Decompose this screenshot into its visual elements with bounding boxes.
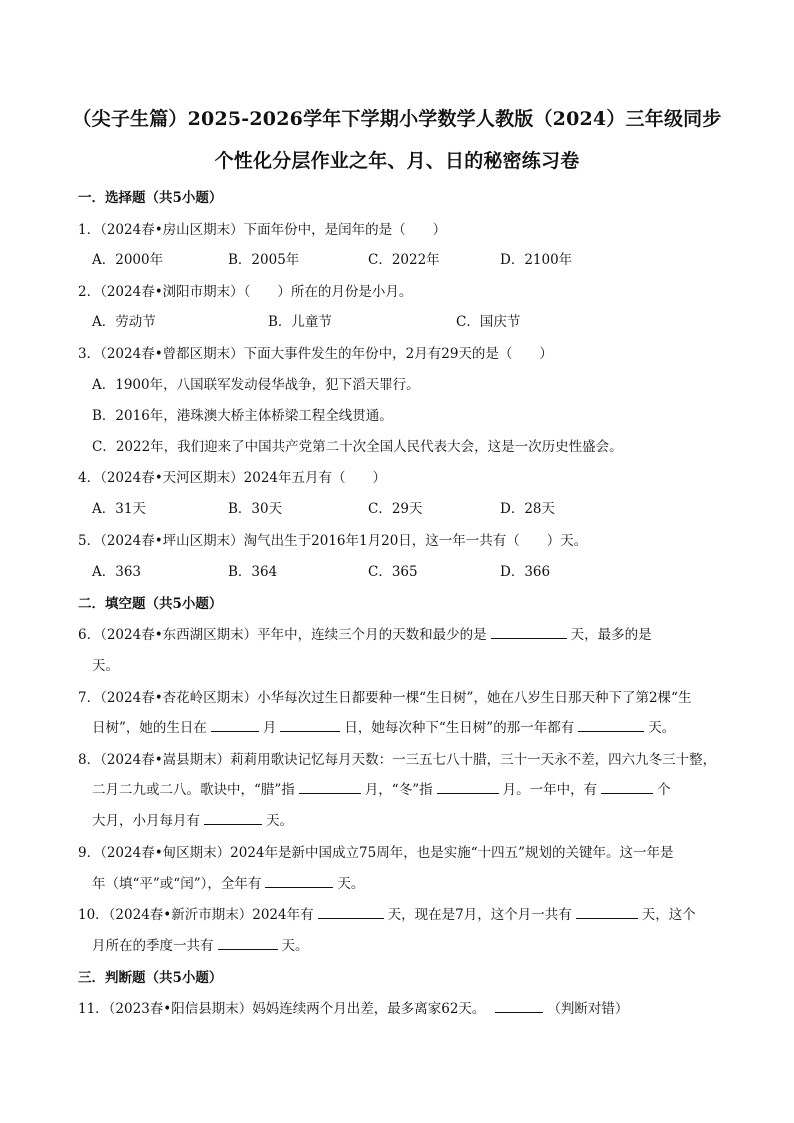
answer-blank[interactable] — [211, 719, 259, 732]
answer-blank[interactable] — [601, 781, 653, 794]
answer-blank[interactable] — [204, 812, 262, 825]
question-7-line-1: 7．（2024春•杏花岭区期末）小华每次过生日都要种一棵“生日树”，她在八岁生日那天种下了第2棵“生 — [78, 690, 692, 706]
question-8-text-b: 二月二九或二八。歌诀中，“腊”指 — [92, 782, 295, 798]
question-11-text-b: （判断对错） — [547, 1001, 629, 1017]
answer-blank[interactable] — [495, 1000, 543, 1013]
question-8-text-e: 个 — [657, 782, 671, 798]
question-10-text-b: 天，现在是7月，这个月一共有 — [387, 907, 572, 923]
question-4-option-b: B．30天 — [228, 501, 283, 517]
question-9-text-c: 天。 — [337, 876, 365, 892]
question-7-text-b: 日树”，她的生日在 — [92, 720, 207, 736]
question-7-text-c: 月 — [262, 720, 277, 736]
question-8-text-c: 月，“冬”指 — [364, 782, 433, 798]
question-3-option-a: A．1900年，八国联军发动侵华战争，犯下滔天罪行。 — [92, 377, 420, 393]
question-8-line-3 — [92, 809, 293, 829]
question-10-text-d: 月所在的季度一共有 — [92, 938, 214, 954]
question-6-line-2: 天。 — [92, 658, 119, 674]
question-8-line-2 — [92, 778, 671, 798]
question-10-line-1 — [78, 903, 696, 923]
question-8-line-1: 8．（2024春•嵩县期末）莉莉用歌诀记忆每月天数：一三五七八十腊，三十一天永不差，四六九冬三十整， — [78, 752, 717, 768]
question-8-text-f: 大月，小月每月有 — [92, 813, 200, 829]
question-3-stem: 3．（2024春•曾都区期末）下面大事件发生的年份中，2月有29天的是（ ） — [78, 346, 553, 362]
question-8-text-g: 天。 — [266, 813, 293, 829]
question-7-line-2 — [92, 716, 675, 736]
question-6-text-a: 6．（2024春•东西湖区期末）平年中，连续三个月的天数和最少的是 — [78, 627, 487, 643]
question-2-option-c: C．国庆节 — [456, 314, 521, 330]
question-1-option-d: D．2100年 — [500, 252, 573, 268]
page-title-line-2: 个性化分层作业之年、月、日的秘密练习卷 — [214, 150, 580, 172]
question-11-text-a: 11．（2023春•阳信县期末）妈妈连续两个月出差，最多离家62天。 — [78, 1001, 486, 1017]
question-5-stem: 5．（2024春•坪山区期末）淘气出生于2016年1月20日，这一年一共有（ ）天。 — [78, 533, 588, 549]
question-11-line-1 — [78, 997, 628, 1017]
question-10-text-e: 天。 — [281, 938, 309, 954]
question-2-stem: 2．（2024春•浏阳市期末）（ ）所在的月份是小月。 — [78, 284, 413, 300]
question-1-stem: 1．（2024春•房山区期末）下面年份中，是闰年的是（ ） — [78, 222, 447, 238]
answer-blank[interactable] — [265, 875, 333, 888]
answer-blank[interactable] — [576, 906, 638, 919]
question-10-text-c: 天，这个 — [641, 907, 696, 923]
question-5-option-a: A．363 — [92, 564, 142, 580]
answer-blank[interactable] — [578, 719, 644, 732]
question-4-stem: 4．（2024春•天河区期末）2024年五月有（ ） — [78, 470, 387, 486]
section-heading-choice: 一．选择题（共5小题） — [78, 190, 223, 206]
question-5-option-b: B．364 — [228, 564, 278, 580]
question-2-option-b: B．儿童节 — [268, 314, 332, 330]
answer-blank[interactable] — [218, 937, 278, 950]
question-1-option-a: A．2000年 — [92, 252, 164, 268]
question-3-option-c: C．2022年，我们迎来了中国共产党第二十次全国人民代表大会，这是一次历史性盛会。 — [92, 439, 623, 455]
question-6-line-1 — [78, 623, 652, 643]
answer-blank[interactable] — [318, 906, 384, 919]
question-7-text-e: 天。 — [648, 720, 676, 736]
question-4-option-a: A．31天 — [92, 501, 146, 517]
question-9-text-b: 年（填“平”或“闰”），全年有 — [92, 876, 262, 892]
question-5-option-c: C．365 — [368, 564, 418, 580]
answer-blank[interactable] — [280, 719, 340, 732]
question-1-option-c: C．2022年 — [368, 252, 440, 268]
question-4-option-d: D．28天 — [500, 501, 556, 517]
page-title-line-1: （尖子生篇）2025-2026学年下学期小学数学人教版（2024）三年级同步 — [72, 108, 722, 130]
question-3-option-b: B．2016年，港珠澳大桥主体桥梁工程全线贯通。 — [92, 408, 393, 424]
question-9-line-1: 9．（2024春•甸区期末）2024年是新中国成立75周年，也是实施“十四五”规划的关键年。这一年是 — [78, 845, 674, 861]
answer-blank[interactable] — [491, 626, 567, 639]
question-5-option-d: D．366 — [500, 564, 551, 580]
question-9-line-2 — [92, 872, 364, 892]
question-10-line-2 — [92, 934, 309, 954]
question-2-option-a: A．劳动节 — [92, 314, 156, 330]
answer-blank[interactable] — [437, 781, 499, 794]
section-heading-fill: 二．填空题（共5小题） — [78, 596, 223, 612]
question-10-text-a: 10．（2024春•新沂市期末）2024年有 — [78, 907, 314, 923]
question-8-text-d: 月。一年中，有 — [502, 782, 598, 798]
question-7-text-d: 日，她每次种下“生日树”的那一年都有 — [344, 720, 575, 736]
answer-blank[interactable] — [299, 781, 361, 794]
question-6-text-b: 天，最多的是 — [570, 627, 652, 643]
question-1-option-b: B．2005年 — [228, 252, 300, 268]
question-4-option-c: C．29天 — [368, 501, 423, 517]
section-heading-judge: 三．判断题（共5小题） — [78, 970, 223, 986]
